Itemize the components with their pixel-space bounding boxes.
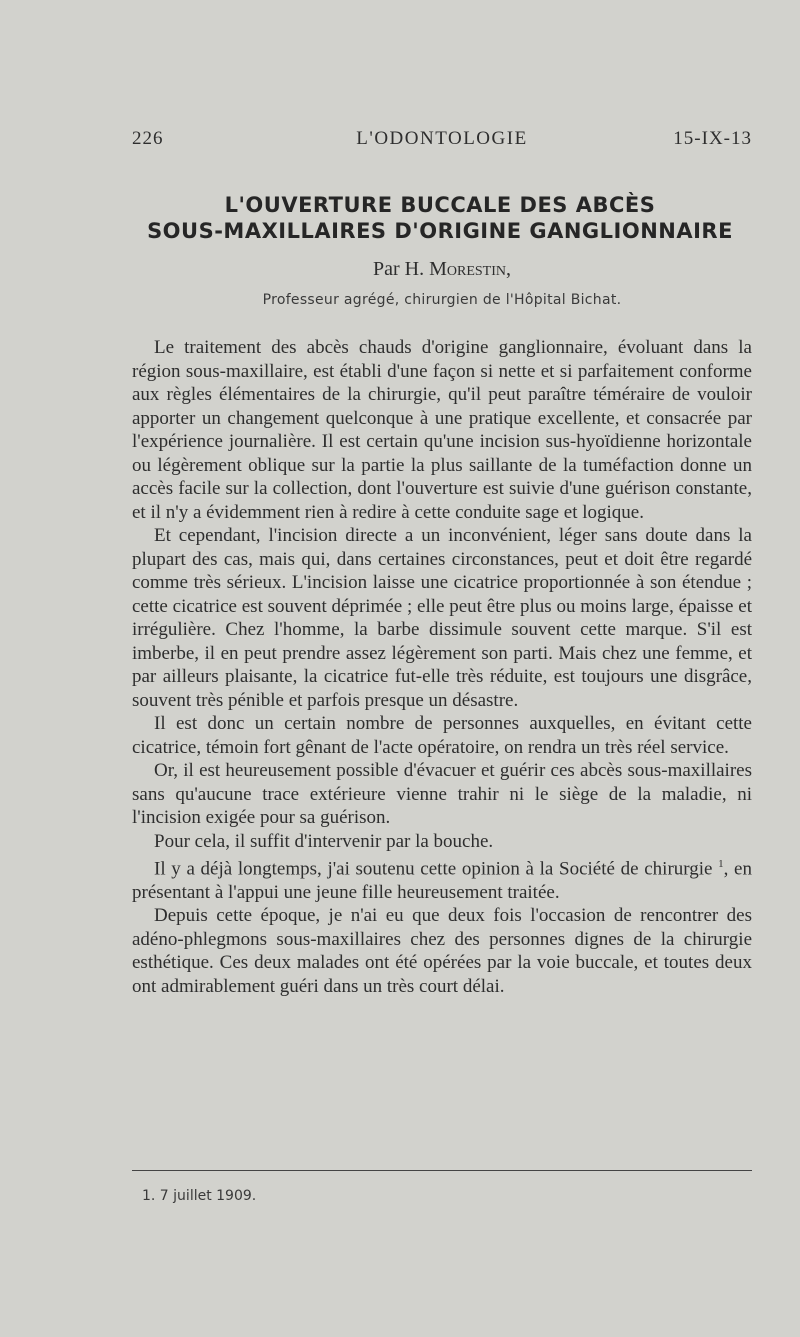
article-title [120, 192, 760, 244]
footnote-reference: 1 [718, 858, 724, 870]
article-body [132, 336, 752, 998]
title-line-2: SOUS-MAXILLAIRES D'ORIGINE GANGLIONNAIRE [147, 219, 733, 243]
byline [132, 258, 752, 281]
journal-title: L'ODONTOLOGIE [356, 128, 528, 149]
footnote: 1. 7 juillet 1909. [142, 1188, 257, 1204]
issue-date: 15-IX-13 [673, 128, 752, 149]
paragraph: Il est donc un certain nombre de personnes auxquelles, en évitant cette cicatrice, témoin fort gênant de l'acte opératoire, on rendra un très réel service. [132, 713, 752, 758]
paragraph [132, 853, 752, 904]
byline-prefix: Par H. [372, 258, 425, 280]
author-name: Morestin, [429, 258, 511, 280]
paragraph: Pour cela, il suffit d'intervenir par la bouche. [154, 830, 494, 852]
title-line-1: L'OUVERTURE BUCCALE DES ABCÈS [224, 193, 656, 217]
footnote-divider [132, 1170, 752, 1171]
paragraph: Et cependant, l'incision directe a un inconvénient, léger sans doute dans la plupart des cas, mais qui, dans certaines circonstances, peut et doit être regardé comme très sérieux. L'incision laisse une cicatrice proportionnée à son étendue ; cette cicatrice est souvent déprimée ; elle peut être plus ou moins large, épaisse et irrégulière. Chez l'homme, la barbe dissimule souvent cette marque. S'il est imberbe, il en peut prendre assez légèrement son parti. Mais chez une femme, et par ailleurs plaisante, la cicatrice fut-elle très réduite, est toujours une disgrâce, souvent très pénible et parfois presque un désastre. [132, 525, 752, 711]
paragraph: Le traitement des abcès chauds d'origine ganglionnaire, évoluant dans la région sous-maxillaire, est établi d'une façon si nette et si parfaitement conforme aux règles élémentaires de la chirurgie, qu'il peut paraître téméraire de vouloir apporter un changement quelconque à une pratique excellente, et consacrée par l'expérience journalière. Il est certain qu'une incision sus-hyoïdienne horizontale ou légèrement oblique sur la partie la plus saillante de la tuméfaction donne un accès facile sur la collection, dont l'ouverture est suivie d'une guérison constante, et il n'y a évidemment rien à redire à cette conduite sage et logique. [132, 337, 752, 523]
paragraph: Depuis cette époque, je n'ai eu que deux fois l'occasion de rencontrer des adéno-phlegmons sous-maxillaires chez des personnes dignes de la chirurgie esthétique. Ces deux malades ont été opérées par la voie buccale, et toutes deux ont admirablement guéri dans un très court délai. [132, 905, 752, 997]
page-number: 226 [132, 128, 164, 149]
running-header [132, 128, 752, 156]
author-affiliation: Professeur agrégé, chirurgien de l'Hôpital Bichat. [262, 292, 622, 308]
paragraph: Or, il est heureusement possible d'évacuer et guérir ces abcès sous-maxillaires sans qu'aucune trace extérieure vienne trahir ni le siège de la maladie, ni l'incision exigée pour sa guérison. [132, 760, 752, 828]
paragraph-text: , en présentant à l'appui une jeune fille heureusement traitée. [132, 858, 752, 903]
paragraph-text: Il y a déjà longtemps, j'ai soutenu cette opinion à la Société de chirurgie [154, 858, 713, 880]
